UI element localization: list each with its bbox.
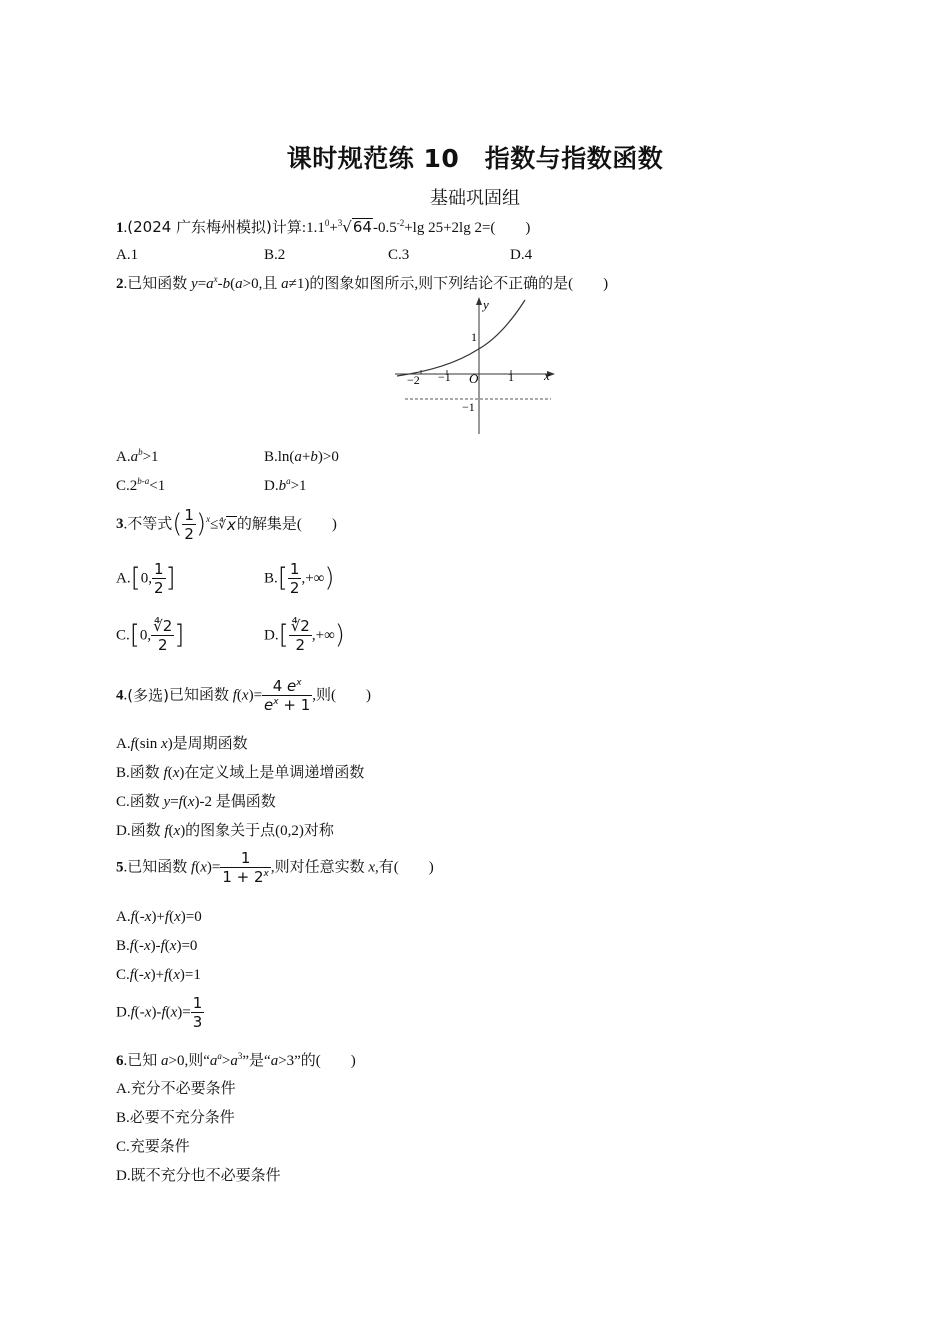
- q6-option-d: D.既不充分也不必要条件: [116, 1168, 281, 1184]
- q4-option-a: A.f(sin x)是周期函数: [116, 736, 248, 752]
- question-6-stem: 6.已知 a>0,则“$a^a>a^3$”是“a>3”的( ): [116, 1051, 356, 1069]
- q5-option-c: C.f(-x)+f(x)=1: [116, 967, 201, 983]
- x-tick-label-neg1: −1: [438, 370, 451, 384]
- q5-option-d: D.f(-x)-f(x)= $\frac{1}{3}$: [116, 994, 203, 1031]
- exponential-curve: [397, 300, 525, 376]
- q2-option-c: $C.2^{b-a}<1$: [116, 476, 166, 494]
- q2-option-b: B.ln(a+b)>0: [264, 449, 339, 465]
- q1-option-d: D.4: [510, 247, 533, 263]
- y-axis-arrow: [476, 297, 482, 305]
- y-tick-label-1: 1: [471, 330, 477, 344]
- question-2-stem: 2.已知函数 $y=a^x-b(a>0$,且 a≠1)的图象如图所示,则下列结论不正确的是( ): [116, 274, 609, 292]
- q4-option-d: D.函数 f(x)的图象关于点(0,2)对称: [116, 823, 334, 839]
- q2-option-d: $D.b^a>1$: [264, 476, 307, 494]
- q4-option-b: B.函数 f(x)在定义域上是单调递增函数: [116, 765, 365, 781]
- question-5-stem: 5.已知函数 f(x)= $\frac{1}{1 + 2^x}$ ,则对任意实数 x,有( ): [116, 849, 434, 886]
- section-subtitle: 基础巩固组: [430, 188, 520, 209]
- question-4-stem: 4.(多选)已知函数 f(x)= $\frac{4 e^x}{e^x + 1}$ ,则( ): [116, 677, 372, 714]
- q1-option-b: B.2: [264, 247, 286, 263]
- y-axis-label: y: [483, 297, 489, 312]
- q6-option-c: C.充要条件: [116, 1139, 190, 1155]
- origin-label: O: [469, 371, 479, 386]
- q6-option-a: A.充分不必要条件: [116, 1081, 236, 1097]
- x-tick-label-1: 1: [508, 370, 514, 384]
- q3-option-b: B.[ $\frac{1}{2}$ ,+∞): [264, 560, 335, 597]
- q1-option-a: A.1: [116, 247, 139, 263]
- q2-option-a: $A.a^b>1$: [116, 447, 159, 465]
- y-tick-label-neg1: −1: [462, 400, 475, 414]
- q2-function-graph: [395, 292, 560, 437]
- q3-option-d: D.[ $\frac{∜2}{2}$ ,+∞): [264, 617, 345, 654]
- q3-option-c: C.[0, $\frac{∜2}{2}$ ]: [116, 617, 185, 654]
- question-3-stem: 3.不等式( $\frac{1}{2}$ )$^x$≤∜x的解集是( ): [116, 506, 337, 543]
- x-axis-label: x: [544, 368, 550, 383]
- page-title: 课时规范练 10 指数与指数函数: [286, 144, 664, 173]
- q4-option-c: C.函数 y=f(x)-2 是偶函数: [116, 794, 276, 810]
- q5-option-b: B.f(-x)-f(x)=0: [116, 938, 198, 954]
- question-1-stem: 1.(2024 广东梅州模拟)计算$:1.1^0+^3√64-0.5^{-2}+\lg$ 25+2lg 2=( ): [116, 218, 531, 236]
- q5-option-a: A.f(-x)+f(x)=0: [116, 909, 202, 925]
- x-tick-label-neg2: −2: [407, 373, 420, 387]
- q6-option-b: B.必要不充分条件: [116, 1110, 235, 1126]
- q1-option-c: C.3: [388, 247, 410, 263]
- q3-option-a: A.[0, $\frac{1}{2}$ ]: [116, 560, 176, 597]
